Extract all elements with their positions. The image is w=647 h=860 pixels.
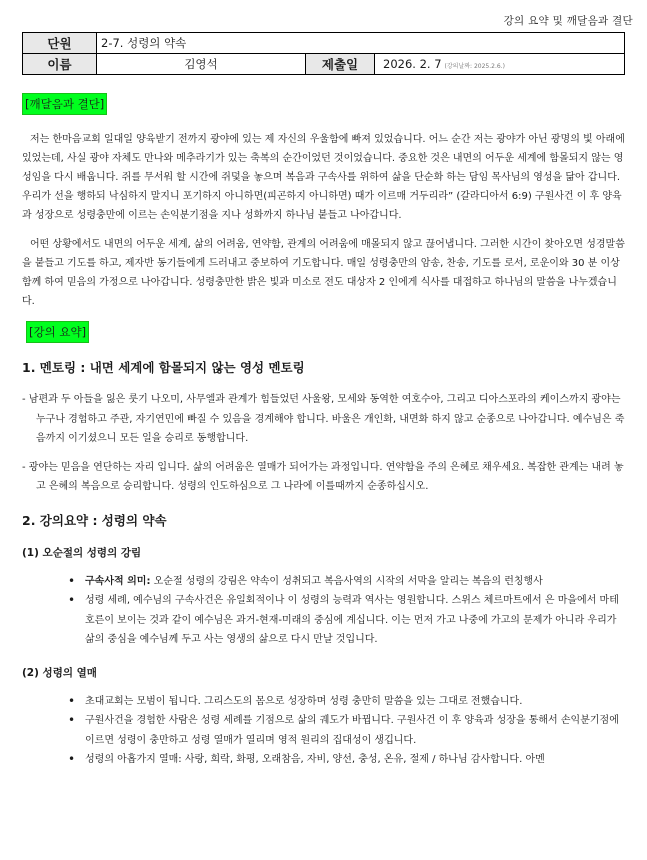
list-item-text: 오순절 성령의 강림은 약속이 성취되고 복음사역의 시작의 서막을 알리는 복음의 런칭행사 <box>150 575 543 587</box>
summary-heading: [강의 요약] <box>26 321 89 343</box>
list-item: • 구원사건을 경험한 사람은 성령 세례를 기점으로 삶의 궤도가 바뀝니다. 구원사건 이 후 양육과 성장을 통해서 손익분기점에 이르면 성령이 충만하고 성령 열매가 열리며 영적 원리의 집대성이 생깁니다. <box>85 711 628 750</box>
unit-label: 단원 <box>23 33 97 54</box>
subsection-1-heading: (1) 오순절의 성령의 강림 <box>22 546 142 559</box>
submit-date-label: 제출일 <box>306 54 375 75</box>
subsection-1-list <box>22 572 628 650</box>
list-item <box>85 572 628 592</box>
name-value: 김영석 <box>97 54 306 75</box>
list-item: • 성령의 아홉가지 열매: 사랑, 희락, 화평, 오래참음, 자비, 양선, 충성, 온유, 절제 / 하나님 감사합니다. 아멘 <box>85 750 628 770</box>
submit-date-hint: (강의날짜: 2025.2.6.) <box>444 63 505 70</box>
document-header-title: 강의 요약 및 깨달음과 결단 <box>503 15 633 27</box>
section-1-heading: 1. 멘토링 : 내면 세계에 함몰되지 않는 영성 멘토링 <box>22 360 305 375</box>
list-item <box>85 591 628 650</box>
realization-heading: [깨달음과 결단] <box>22 93 107 115</box>
submit-date-cell <box>375 54 625 75</box>
list-item-term: 구속사적 의미: <box>85 575 151 587</box>
submit-date-value: 2026. 2. 7 <box>383 57 442 71</box>
subsection-2-list <box>22 692 628 770</box>
realization-paragraph-2: 어떤 상황에서도 내면의 어두운 세계, 삶의 어려움, 연약함, 관계의 어려움에 매몰되지 않고 끊어냅니다. 그러한 시간이 찾아오면 성경말씀을 붙들고 기도를 하고, 제자반 동기들에게 드러내고 중보하여 기도합니다. 매일 성령충만의 암송, 찬송, 기도를 로서, 로운이와 30 분 이상 함께 하여 믿음의 가정으로 나아갑니다. 성령충만한 밝은 빛과 미소로 전도 대상자 2 인에게 식사를 대접하고 하나님의 말씀을 나누겠습니다. <box>22 239 625 307</box>
list-item-text: 성령 세례, 예수님의 구속사건은 유일회적이나 이 성령의 능력과 역사는 영원합니다. 스위스 체르마트에서 은 마을에서 마테호른이 보이는 것과 같이 예수님은 과거-현재-미래의 중심에 계십니다. 이는 먼저 가고 나중에 가고의 문제가 아니라 우리가 삶의 중심을 예수님께 두고 사는 영생의 삶으로 다시 만날 것입니다. <box>85 595 619 645</box>
section-1-item-2: - 광야는 믿음을 연단하는 자리 입니다. 삶의 어려움은 열매가 되어가는 과정입니다. 연약함을 주의 은혜로 채우세요. 복잡한 관계는 내려 놓고 은혜의 복음으로 승리합니다. 성령의 인도하심으로 그 나라에 이를때까지 순종하십시오. <box>22 461 624 492</box>
unit-value: 2-7. 성령의 약속 <box>97 33 625 54</box>
info-table <box>22 32 625 75</box>
list-item: • 초대교회는 모범이 됩니다. 그리스도의 몸으로 성장하며 성령 충만히 말씀을 있는 그대로 전했습니다. <box>85 692 628 712</box>
subsection-2-heading: (2) 성령의 열매 <box>22 666 97 679</box>
document-body <box>22 93 628 770</box>
realization-paragraph-1: 저는 한마음교회 일대일 양육받기 전까지 광야에 있는 제 자신의 우울함에 빠져 있었습니다. 어느 순간 저는 광야가 아닌 광명의 빛 아래에 있었는데, 사실 광야 자체도 만나와 메추라기가 있는 축복의 순간이었던 것이었습니다. 중요한 것은 내면의 어두운 세계에 함몰되지 않는 영성임을 다시 배웁니다. 쥐를 무서워 할 시간에 쥐덫을 놓으며 복음과 구속사를 위하여 삶을 단순화 하는 담임 목사님의 영성을 닮아 갑니다. 우리가 선을 행하되 낙심하지 말지니 포기하지 아니하면(피곤하지 아니하면) 때가 이르매 거두리라” (갈라디아서 6:9) 구원사건 이 후 양육과 성장으로 성령충만에 이르는 손익분기점을 지나 성화까지 하나님 붙들고 나아갑니다. <box>22 134 625 221</box>
section-2-heading: 2. 강의요약 : 성령의 약속 <box>22 512 167 528</box>
name-label: 이름 <box>23 54 97 75</box>
section-1-item-1: - 남편과 두 아들을 잃은 룻기 나오미, 사무엘과 관계가 힘들었던 사울왕, 모세와 동역한 여호수아, 그리고 디아스포라의 케이스까지 광야는 누구나 경험하고 주관, 자기연민에 빠질 수 있음을 경계해야 합니다. 바울은 개인화, 내면화 하지 않고 순종으로 나아갑니다. 예수님은 죽음까지 이기셨으니 모든 일을 승리로 동행합니다. <box>22 394 625 444</box>
